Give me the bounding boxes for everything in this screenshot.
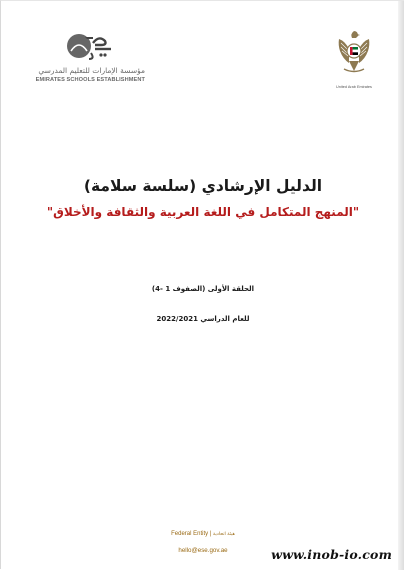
document-subtitle: "المنهج المتكامل في اللغة العربية والثقافة والأخلاق" <box>46 205 360 219</box>
uae-falcon-emblem-icon <box>335 29 373 75</box>
ese-logo <box>27 31 145 89</box>
page-edge-shadow <box>398 1 404 570</box>
ese-name-english: EMIRATES SCHOOLS ESTABLISHMENT <box>35 77 145 83</box>
uae-emblem <box>331 29 377 93</box>
footer-entity <box>1 531 404 537</box>
footer-separator: | <box>209 531 212 537</box>
footer-entity-ar: هيئة اتحادية <box>213 532 235 537</box>
site-watermark: www.inob-io.com <box>271 547 392 562</box>
document-title: الدليل الإرشادي (سلسة سلامة) <box>83 177 323 195</box>
footer-email-link[interactable]: hello@ese.gov.ae <box>178 547 228 554</box>
ese-logo-mark-icon <box>65 31 113 63</box>
uae-caption: United Arab Emirates <box>336 85 372 89</box>
academic-year-label: للعام الدراسي 2022/2021 <box>156 315 250 323</box>
ese-name-arabic: مؤسسة الإمارات للتعليم المدرسي <box>38 66 145 75</box>
grade-cycle-label: الحلقة الأولى (الصفوف 1 -4) <box>151 285 255 293</box>
footer-entity-en: Federal Entity <box>171 531 209 537</box>
